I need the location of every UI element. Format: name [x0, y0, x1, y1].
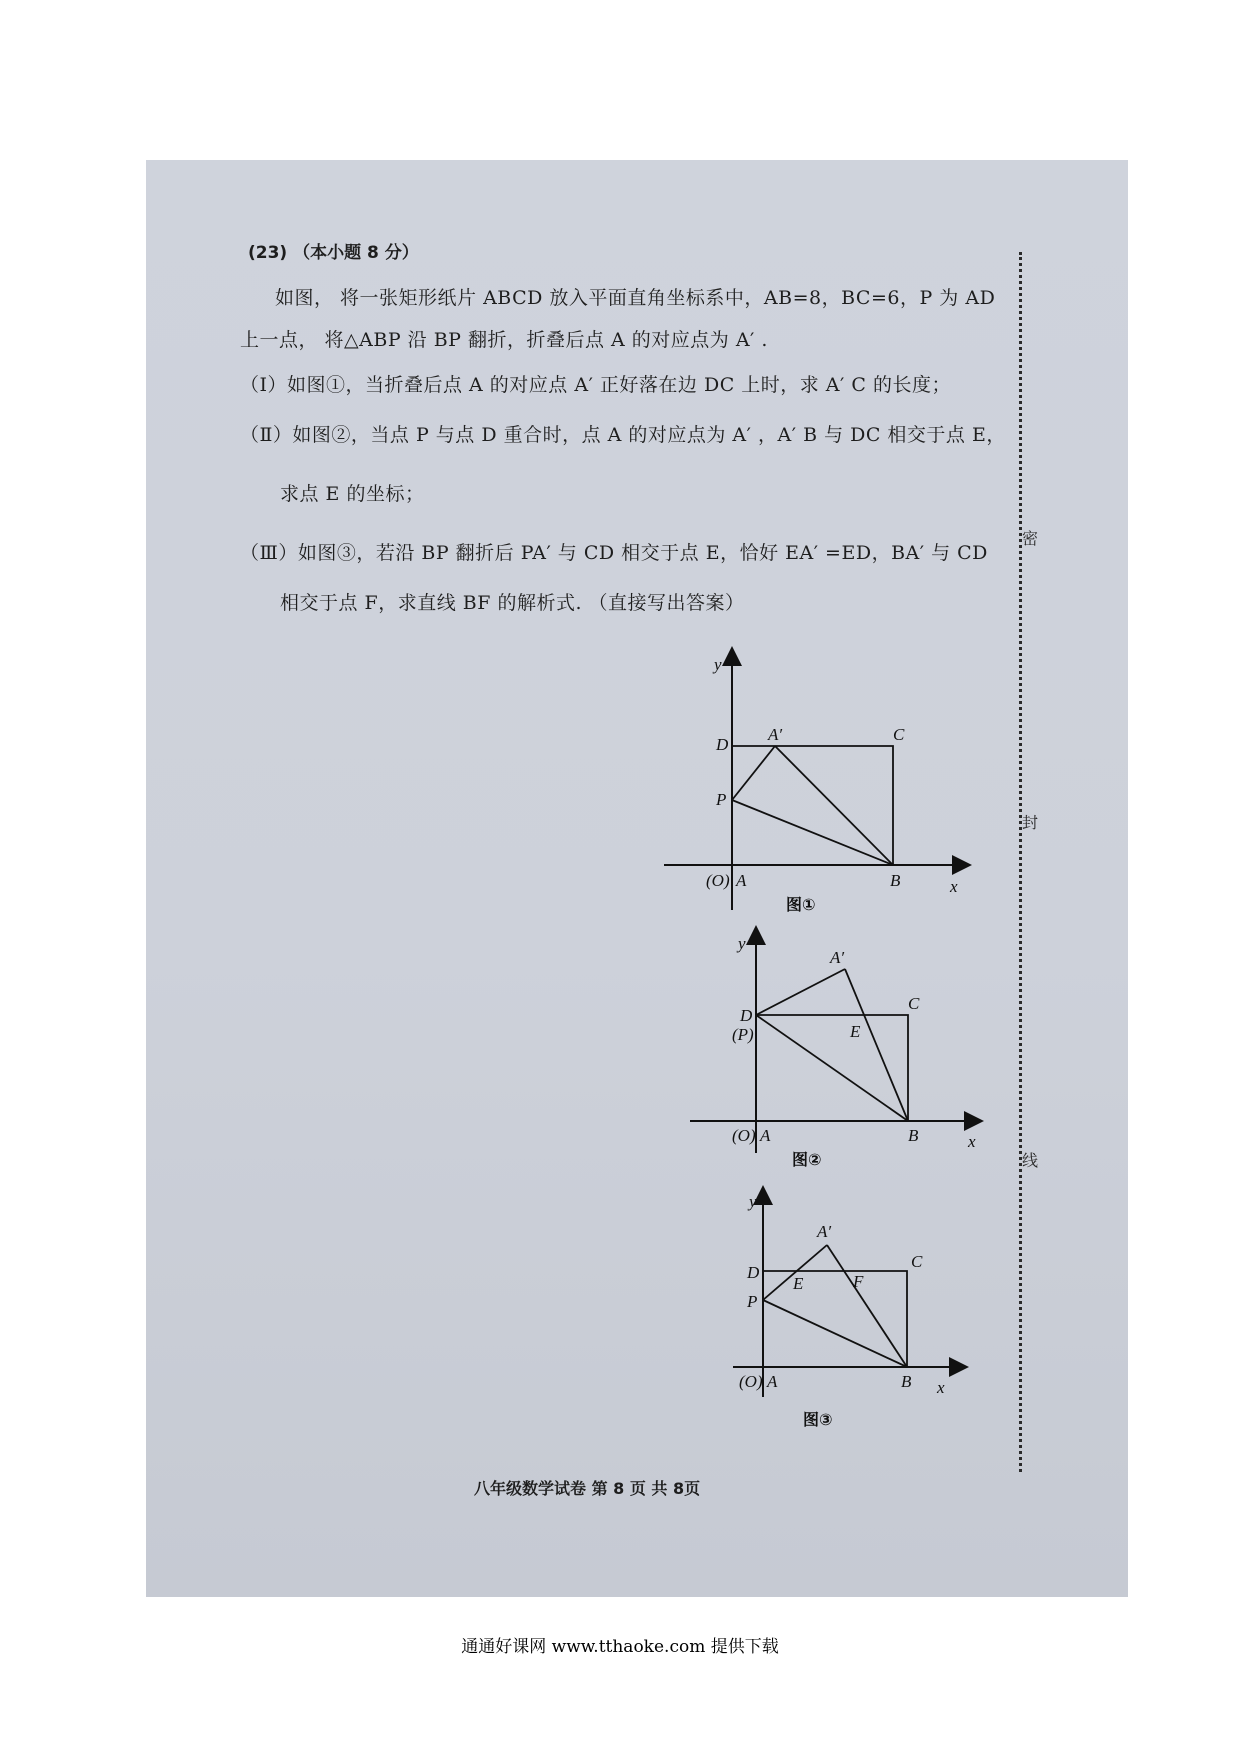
label-a-prime: A′ [817, 1222, 832, 1241]
label-a: A [736, 871, 747, 890]
segment-d-a-prime [756, 969, 845, 1015]
segment-pb [732, 800, 893, 865]
segment-a-prime-b [775, 746, 893, 865]
question-header [248, 238, 419, 263]
label-c: C [893, 725, 905, 744]
label-d: D [716, 735, 729, 754]
label-o: (O) [706, 871, 730, 890]
label-a-prime: A′ [830, 948, 845, 967]
question-part-3a: （Ⅲ）如图③，若沿 BP 翻折后 PA′ 与 CD 相交于点 E，恰好 EA′ =ED，BA′ 与 CD [240, 542, 988, 564]
label-a: A [767, 1372, 778, 1391]
rectangle-dcb [732, 746, 893, 865]
label-y: y [749, 1192, 757, 1211]
seal-char-2: 封 [1022, 813, 1039, 832]
label-b: B [908, 1126, 919, 1145]
label-o: (O) [739, 1372, 763, 1391]
label-a: A [760, 1126, 771, 1145]
label-a-prime: A′ [768, 725, 783, 744]
seal-char-3: 线 [1022, 1151, 1039, 1170]
label-c: C [908, 994, 920, 1013]
label-x: x [950, 877, 958, 896]
question-intro-1: 如图， 将一张矩形纸片 ABCD 放入平面直角坐标系中，AB=8，BC=6，P 为 AD [275, 287, 996, 309]
question-score: （本小题 8 分） [293, 243, 419, 263]
question-part-2b: 求点 E 的坐标； [280, 483, 425, 505]
label-o: (O) [732, 1126, 756, 1145]
segment-pa-prime [732, 746, 775, 800]
figure-1-caption: 图① [786, 895, 816, 914]
label-x: x [968, 1132, 976, 1151]
label-x: x [937, 1378, 945, 1397]
label-d: D [740, 1006, 753, 1025]
label-e: E [850, 1022, 861, 1041]
label-e: E [793, 1274, 804, 1293]
label-p: P [747, 1292, 758, 1311]
label-f: F [853, 1272, 864, 1291]
seal-char-1: 密 [1022, 529, 1039, 548]
question-intro-2: 上一点， 将△ABP 沿 BP 翻折，折叠后点 A 的对应点为 A′ . [240, 329, 768, 351]
label-b: B [901, 1372, 912, 1391]
label-y: y [714, 655, 722, 674]
label-b: B [890, 871, 901, 890]
rectangle-dcb [763, 1271, 907, 1367]
label-y: y [738, 934, 746, 953]
question-number: (23) [248, 243, 288, 263]
label-p: (P) [732, 1025, 754, 1044]
label-c: C [911, 1252, 923, 1271]
question-part-1: （Ⅰ）如图①，当折叠后点 A 的对应点 A′ 正好落在边 DC 上时，求 A′ C 的长度； [240, 374, 951, 396]
figure-3 [725, 1185, 995, 1445]
label-d: D [747, 1263, 760, 1282]
figure-2-caption: 图② [792, 1150, 822, 1169]
download-credit: 通通好课网 www.tthaoke.com 提供下载 [461, 1637, 779, 1657]
question-part-3b: 相交于点 F，求直线 BF 的解析式. （直接写出答案） [280, 592, 745, 614]
page-footer: 八年级数学试卷 第 8 页 共 8页 [474, 1479, 701, 1498]
figure-3-caption: 图③ [803, 1410, 833, 1429]
binding-dotted-line [1019, 252, 1022, 1472]
label-p: P [716, 790, 727, 809]
figure-1 [650, 640, 980, 930]
question-part-2a: （Ⅱ）如图②，当点 P 与点 D 重合时，点 A 的对应点为 A′ ，A′ B 与 DC 相交于点 E， [240, 424, 1006, 446]
figure-2 [680, 925, 1000, 1175]
